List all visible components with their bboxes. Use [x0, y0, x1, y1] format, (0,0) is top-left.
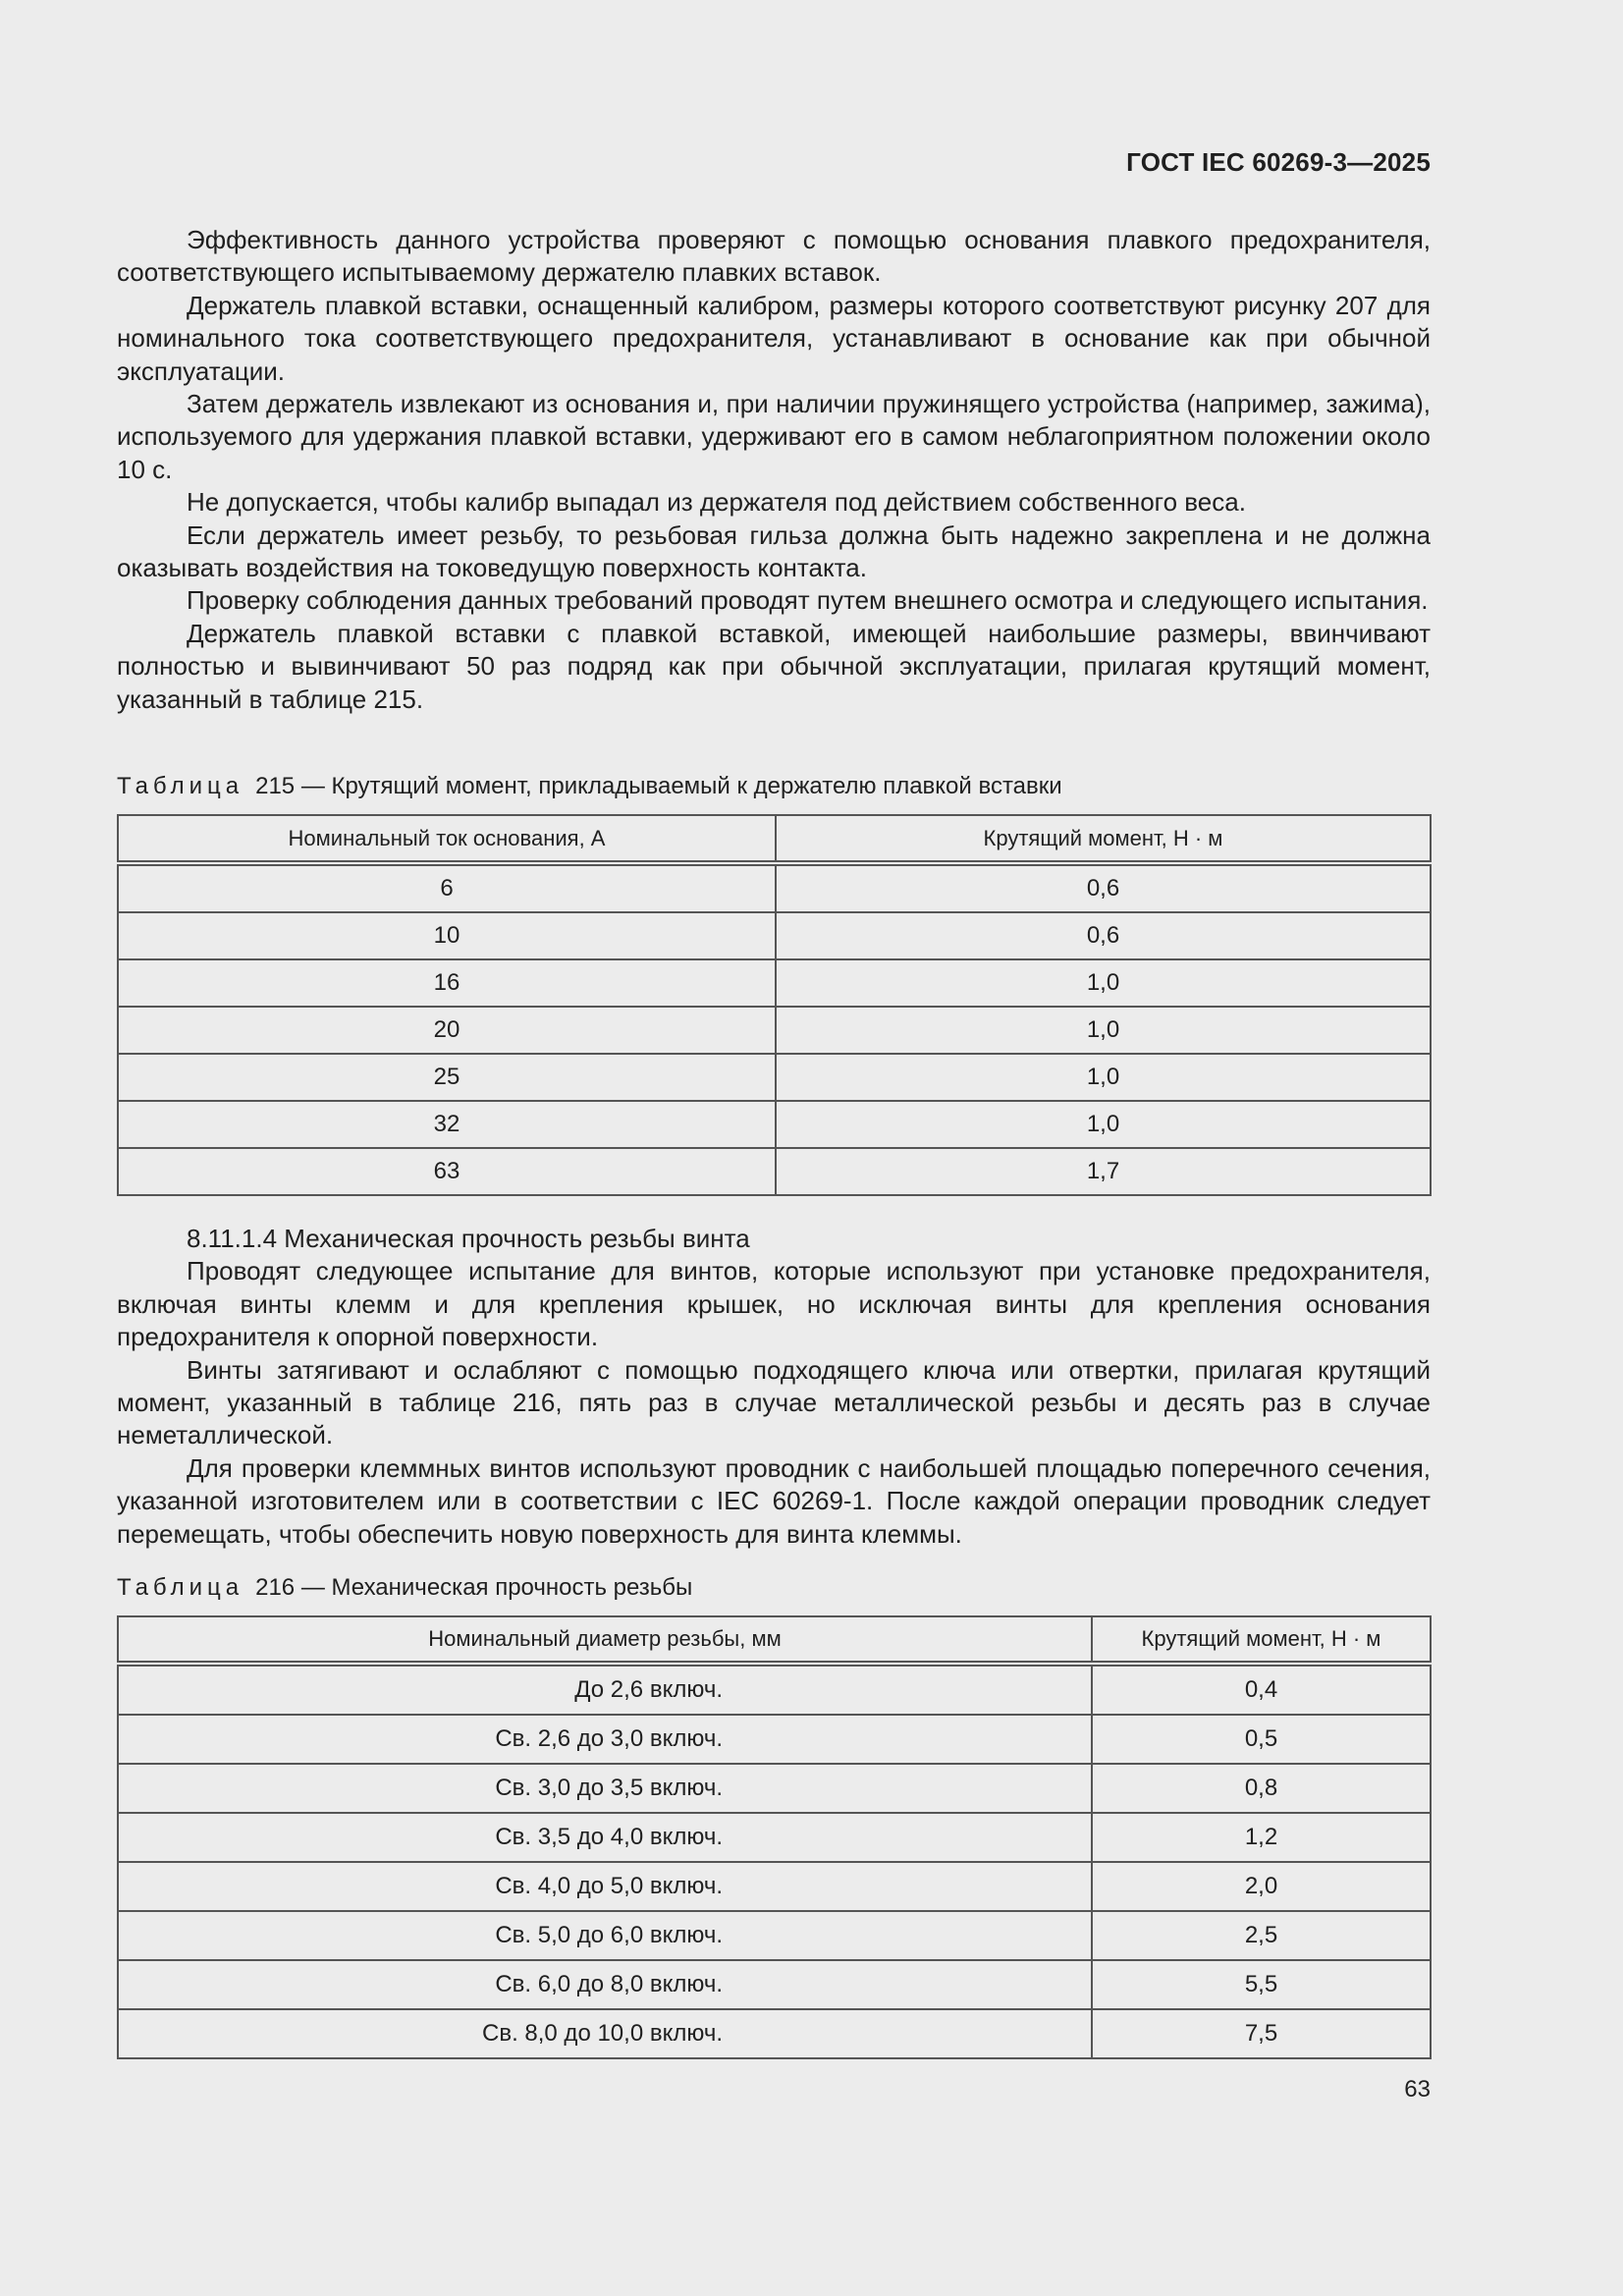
table-216-caption — [117, 1573, 692, 1603]
column-header: Крутящий момент, Н · м — [1092, 1616, 1431, 1664]
table-cell: 1,2 — [1092, 1813, 1431, 1862]
table-cell: 2,0 — [1092, 1862, 1431, 1911]
table-row — [118, 1007, 1431, 1054]
table-row — [118, 1960, 1431, 2009]
caption-label: Таблица — [117, 773, 244, 799]
table-row — [118, 1101, 1431, 1148]
caption-text: 215 — Крутящий момент, прикладываемый к держателю плавкой вставки — [255, 773, 1062, 799]
section-heading: 8.11.1.4 Механическая прочность резьбы винта — [187, 1224, 750, 1253]
paragraph: Эффективность данного устройства проверяют с помощью основания плавкого предохранителя, соответствующего испытываемому держателю плавких вставок. — [117, 225, 1431, 288]
table-row — [118, 1054, 1431, 1101]
table-cell: 32 — [118, 1101, 776, 1148]
table-cell: 63 — [118, 1148, 776, 1195]
table-cell: Св. 5,0 до 6,0 включ. — [118, 1911, 1092, 1960]
table-cell: 6 — [118, 863, 776, 912]
table-row — [118, 1862, 1431, 1911]
body-text-bottom — [117, 1223, 1431, 1551]
paragraph: Винты затягивают и ослабляют с помощью подходящего ключа или отвертки, прилагая крутящий момент, указанный в таблице 216, пять раз в случае металлической резьбы и десять раз в случае неметаллической. — [117, 1354, 1431, 1450]
table-cell: 0,5 — [1092, 1715, 1431, 1764]
table-row — [118, 1813, 1431, 1862]
table-215 — [117, 814, 1432, 1196]
table-cell: Св. 8,0 до 10,0 включ. — [118, 2009, 1092, 2058]
column-header: Номинальный ток основания, А — [118, 815, 776, 863]
table-cell: Св. 2,6 до 3,0 включ. — [118, 1715, 1092, 1764]
paragraph: Если держатель имеет резьбу, то резьбовая гильза должна быть надежно закреплена и не должна оказывать воздействия на токоведущую поверхность контакта. — [117, 519, 1431, 583]
table-cell: Св. 6,0 до 8,0 включ. — [118, 1960, 1092, 2009]
table-cell: До 2,6 включ. — [118, 1664, 1092, 1715]
table-cell: 0,4 — [1092, 1664, 1431, 1715]
table-cell: 1,7 — [776, 1148, 1431, 1195]
table-cell: 0,8 — [1092, 1764, 1431, 1813]
table-row — [118, 1764, 1431, 1813]
paragraph: Не допускается, чтобы калибр выпадал из держателя под действием собственного веса. — [187, 487, 1246, 518]
table-row — [118, 863, 1431, 912]
table-cell: 1,0 — [776, 1054, 1431, 1101]
table-row — [118, 1911, 1431, 1960]
table-cell: 0,6 — [776, 863, 1431, 912]
paragraph: Проверку соблюдения данных требований проводят путем внешнего осмотра и следующего испытания. — [187, 585, 1429, 616]
caption-text: 216 — Механическая прочность резьбы — [255, 1574, 693, 1601]
column-header: Крутящий момент, Н · м — [776, 815, 1431, 863]
table-cell: 1,0 — [776, 959, 1431, 1007]
table-row — [118, 1715, 1431, 1764]
table-row — [118, 959, 1431, 1007]
paragraph: Держатель плавкой вставки, оснащенный калибром, размеры которого соответствуют рисунку 207 для номинального тока соответствующего предохранителя, устанавливают в основание как при обычной эксплуатации. — [117, 290, 1431, 386]
table-cell: 10 — [118, 912, 776, 959]
page-number: 63 — [1404, 2076, 1431, 2103]
document-header: ГОСТ IEC 60269-3—2025 — [1126, 147, 1431, 177]
table-cell: 1,0 — [776, 1101, 1431, 1148]
table-cell: Св. 3,0 до 3,5 включ. — [118, 1764, 1092, 1813]
table-row — [118, 1148, 1431, 1195]
table-cell: 7,5 — [1092, 2009, 1431, 2058]
table-cell: 2,5 — [1092, 1911, 1431, 1960]
table-cell: 16 — [118, 959, 776, 1007]
paragraph: Для проверки клеммных винтов используют проводник с наибольшей площадью поперечного сечения, указанной изготовителем или в соответствии с IEC 60269-1. После каждой операции проводник следует перемещать, чтобы обеспечить новую поверхность для винта клеммы. — [117, 1452, 1431, 1549]
table-216 — [117, 1615, 1432, 2059]
table-215-caption — [117, 772, 1062, 801]
table-header-row — [118, 1616, 1431, 1664]
table-row — [118, 912, 1431, 959]
body-text-top — [117, 224, 1431, 716]
table-header-row — [118, 815, 1431, 863]
table-row — [118, 1664, 1431, 1715]
table-cell: Св. 4,0 до 5,0 включ. — [118, 1862, 1092, 1911]
table-cell: 0,6 — [776, 912, 1431, 959]
table-cell: 25 — [118, 1054, 776, 1101]
paragraph: Проводят следующее испытание для винтов, которые используют при установке предохранителя, включая винты клемм и для крепления крышек, но исключая винты для крепления основания предохранителя к опорной поверхности. — [117, 1256, 1431, 1352]
paragraph: Затем держатель извлекают из основания и, при наличии пружинящего устройства (например, зажима), используемого для удержания плавкой вставки, удерживают его в самом неблагоприятном положении около 10 с. — [117, 389, 1431, 484]
caption-label: Таблица — [117, 1574, 244, 1601]
table-cell: 5,5 — [1092, 1960, 1431, 2009]
table-cell: Св. 3,5 до 4,0 включ. — [118, 1813, 1092, 1862]
table-cell: 20 — [118, 1007, 776, 1054]
paragraph: Держатель плавкой вставки с плавкой вставкой, имеющей наибольшие размеры, ввинчивают полностью и вывинчивают 50 раз подряд как при обычной эксплуатации, прилагая крутящий момент, указанный в таблице 215. — [117, 618, 1431, 714]
column-header: Номинальный диаметр резьбы, мм — [118, 1616, 1092, 1664]
table-row — [118, 2009, 1431, 2058]
table-cell: 1,0 — [776, 1007, 1431, 1054]
